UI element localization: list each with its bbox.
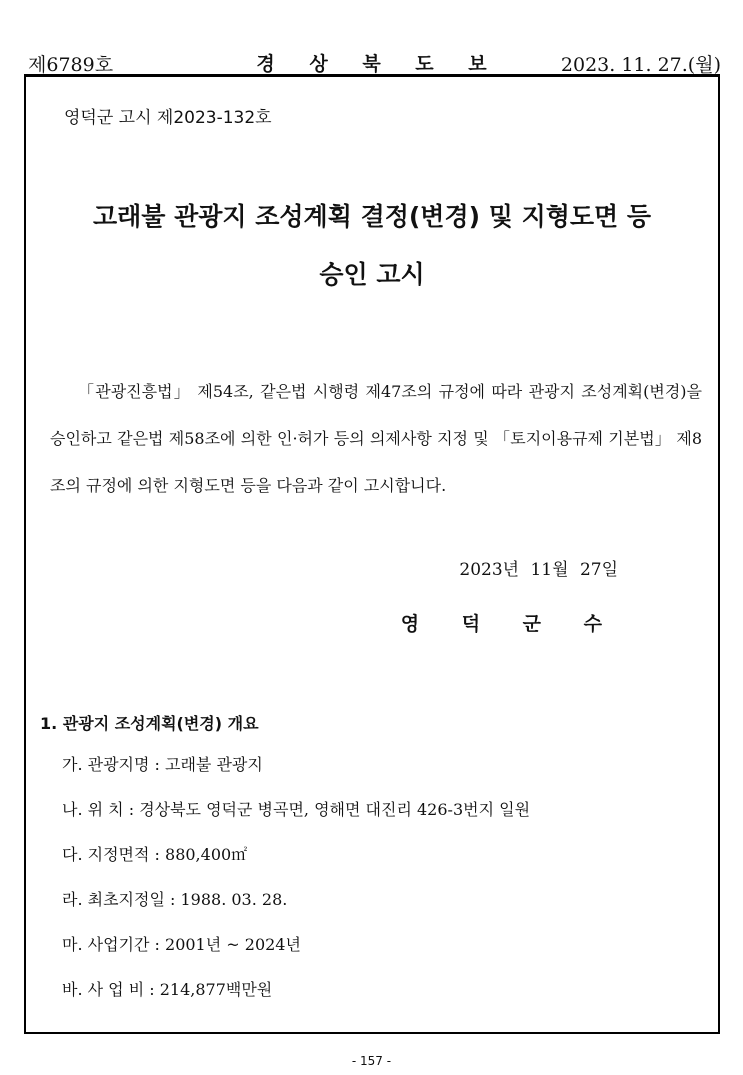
publication-date: 2023. 11. 27.(월) [560,54,721,76]
notice-body: 「관광진흥법」 제54조, 같은법 시행령 제47조의 규정에 따라 관광지 조성계획(변경)을 승인하고 같은법 제58조에 의한 인·허가 등의 의제사항 지정 및 「토지이용규제 기본법」 제8조의 규정에 의한 지형도면 등을 다음과 같이 고시합니다. [50,382,702,495]
notice-title-line-2: 승인 고시 [319,260,425,289]
notice-date: 2023년 11월 27일 [459,560,618,580]
overview-list [62,751,530,1021]
notice-title-line-1: 고래불 관광지 조성계획 결정(변경) 및 지형도면 등 [92,202,652,231]
issue-number: 제6789호 [28,54,114,76]
overview-item-location: 나. 위 치 : 경상북도 영덕군 병곡면, 영해면 대진리 426-3번지 일원 [62,800,531,819]
notice-number: 영덕군 고시 제2023-132호 [64,108,272,128]
overview-item-area: 다. 지정면적 : 880,400㎡ [62,845,248,864]
section-title: 1. 관광지 조성계획(변경) 개요 [40,714,259,733]
document-frame [24,74,720,1034]
overview-item-period: 마. 사업기간 : 2001년 ~ 2024년 [62,935,301,954]
overview-item-cost: 바. 사 업 비 : 214,877백만원 [62,980,273,999]
overview-item-name: 가. 관광지명 : 고래불 관광지 [62,755,263,774]
overview-item-first-designation: 라. 최초지정일 : 1988. 03. 28. [62,890,288,909]
page-number: - 157 - [351,1054,392,1068]
notice-issuer: 영 덕 군 수 [400,613,620,635]
publication-title: 경 상 북 도 보 [256,53,501,75]
